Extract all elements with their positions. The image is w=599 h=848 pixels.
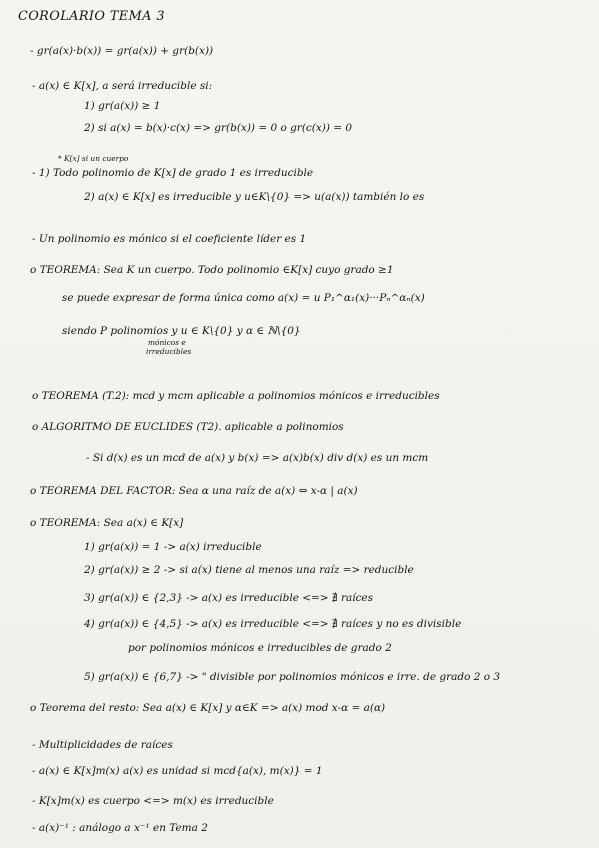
note-line: 2) si a(x) = b(x)·c(x) => gr(b(x)) = 0 o gr(c(x)) = 0	[84, 122, 353, 134]
note-line: - gr(a(x)·b(x)) = gr(a(x)) + gr(b(x))	[30, 45, 214, 57]
note-line: - Un polinomio es mónico si el coeficiente líder es 1	[32, 233, 307, 245]
note-line: - 1) Todo polinomio de K[x] de grado 1 es irreducible	[32, 167, 314, 179]
note-line: - a(x) ∈ K[x]m(x) a(x) es unidad si mcd{a(x), m(x)} = 1	[32, 765, 323, 777]
note-line: 1) gr(a(x)) = 1 -> a(x) irreducible	[84, 541, 262, 553]
theorem-line: o TEOREMA DEL FACTOR: Sea α una raíz de a(x) ⇔ x-α | a(x)	[30, 485, 358, 497]
page-title: COROLARIO TEMA 3	[18, 9, 165, 24]
note-line: irreducibles	[146, 347, 192, 356]
note-line: 2) gr(a(x)) ≥ 2 -> si a(x) tiene al menos una raíz => reducible	[84, 564, 414, 576]
note-line: 2) a(x) ∈ K[x] es irreducible y u∈K\{0} => u(a(x)) también lo es	[84, 191, 425, 203]
note-line: 5) gr(a(x)) ∈ {6,7} -> " divisible por polinomios mónicos e irre. de grado 2 o 3	[84, 671, 501, 683]
theorem-line: o Teorema del resto: Sea a(x) ∈ K[x] y α∈K => a(x) mod x-α = a(α)	[30, 702, 386, 714]
note-line: siendo P polinomios y u ∈ K\{0} y α ∈ ℕ\{0}	[62, 325, 301, 337]
note-line: - a(x)⁻¹ : análogo a x⁻¹ en Tema 2	[32, 822, 208, 834]
theorem-line: o TEOREMA: Sea K un cuerpo. Todo polinomio ∈K[x] cuyo grado ≥1	[30, 264, 394, 276]
note-line: 1) gr(a(x)) ≥ 1	[84, 100, 161, 112]
note-line: * K[x] si un cuerpo	[58, 154, 129, 163]
note-line: - a(x) ∈ K[x], a será irreducible si:	[32, 80, 213, 92]
note-line: 3) gr(a(x)) ∈ {2,3} -> a(x) es irreducible <=> ∄ raíces	[84, 592, 374, 604]
note-line: se puede expresar de forma única como a(x) = u P₁^α₁(x)···Pₙ^αₙ(x)	[62, 292, 425, 304]
note-line: - Multiplicidades de raíces	[32, 739, 173, 751]
theorem-line: o TEOREMA: Sea a(x) ∈ K[x]	[30, 517, 184, 529]
note-line: mónicos e	[148, 338, 186, 347]
note-line: 4) gr(a(x)) ∈ {4,5} -> a(x) es irreducible <=> ∄ raíces y no es divisible	[84, 618, 462, 630]
note-line: por polinomios mónicos e irreducibles de grado 2	[128, 642, 392, 654]
note-line: - K[x]m(x) es cuerpo <=> m(x) es irreducible	[32, 795, 274, 807]
note-line: - Si d(x) es un mcd de a(x) y b(x) => a(x)b(x) div d(x) es un mcm	[86, 452, 429, 464]
theorem-line: o ALGORITMO DE EUCLIDES (T2). aplicable a polinomios	[32, 421, 344, 433]
theorem-line: o TEOREMA (T.2): mcd y mcm aplicable a polinomios mónicos e irreducibles	[32, 390, 440, 402]
